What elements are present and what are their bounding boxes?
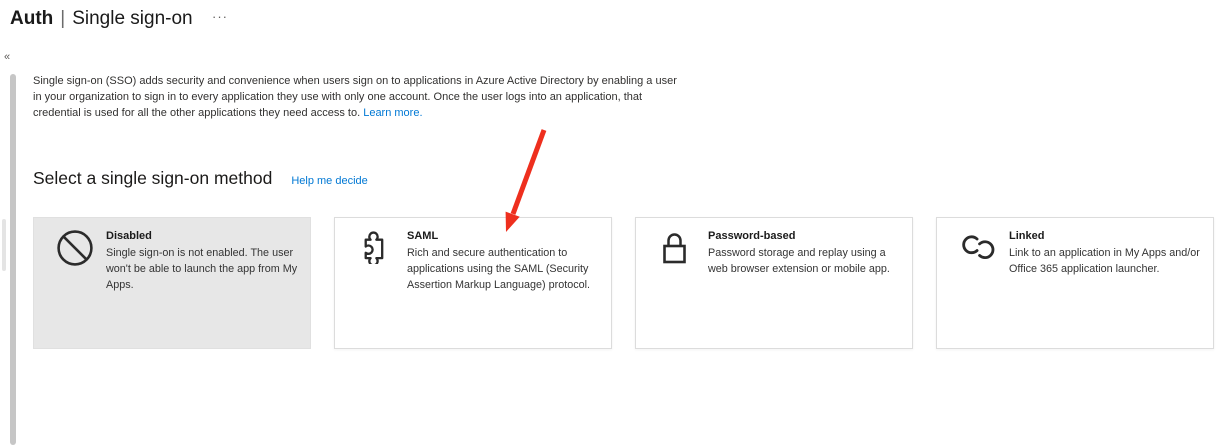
link-icon	[959, 249, 996, 266]
card-title: Linked	[1009, 230, 1045, 242]
learn-more-link[interactable]: Learn more.	[363, 107, 423, 119]
help-me-decide-link[interactable]: Help me decide	[291, 175, 368, 187]
card-icon-column	[34, 218, 106, 348]
lock-icon	[658, 255, 691, 272]
prohibition-icon	[56, 254, 94, 271]
card-icon-column	[636, 218, 708, 348]
card-text-column	[407, 218, 611, 348]
section-heading: Select a single sign-on method	[33, 168, 273, 188]
sso-description	[33, 73, 677, 121]
section-heading-row	[33, 168, 368, 189]
puzzle-icon	[357, 251, 388, 268]
card-title: Disabled	[106, 230, 152, 242]
page-title-blade: Single sign-on	[72, 8, 193, 29]
card-text-column	[1009, 218, 1213, 348]
scrollbar-thumb[interactable]	[10, 74, 16, 445]
card-title: SAML	[407, 230, 439, 242]
sso-description-line2: in your organization to sign in to every application they use with only one account. Once the user logs into an application, that	[33, 91, 643, 103]
sso-method-card-password-based[interactable]	[635, 217, 913, 349]
card-text-column	[106, 218, 310, 348]
card-description: Rich and secure authentication to applications using the SAML (Security Assertion Markup Language) protocol.	[407, 247, 591, 291]
card-title: Password-based	[708, 230, 796, 242]
sso-method-cards	[33, 217, 1214, 349]
page-title	[10, 8, 193, 30]
card-description: Single sign-on is not enabled. The user won't be able to launch the app from My Apps.	[106, 247, 298, 291]
card-icon-column	[937, 218, 1009, 348]
sso-method-card-disabled[interactable]	[33, 217, 311, 349]
more-options-button[interactable]: ···	[212, 9, 228, 24]
card-description: Link to an application in My Apps and/or Office 365 application launcher.	[1009, 247, 1200, 275]
sso-description-line1: Single sign-on (SSO) adds security and convenience when users sign on to applications in Azure Active Directory by enabling a user	[33, 75, 677, 87]
sso-method-card-linked[interactable]	[936, 217, 1214, 349]
sso-method-card-saml[interactable]	[334, 217, 612, 349]
card-text-column	[708, 218, 912, 348]
collapse-menu-button[interactable]: «	[4, 51, 11, 63]
resize-handle[interactable]	[2, 219, 6, 271]
card-description: Password storage and replay using a web browser extension or mobile app.	[708, 247, 890, 275]
page-title-resource: Auth	[10, 8, 54, 29]
sso-description-line3: credential is used for all the other applications they need access to.	[33, 107, 361, 119]
card-icon-column	[335, 218, 407, 348]
page-title-separator: |	[60, 8, 66, 29]
